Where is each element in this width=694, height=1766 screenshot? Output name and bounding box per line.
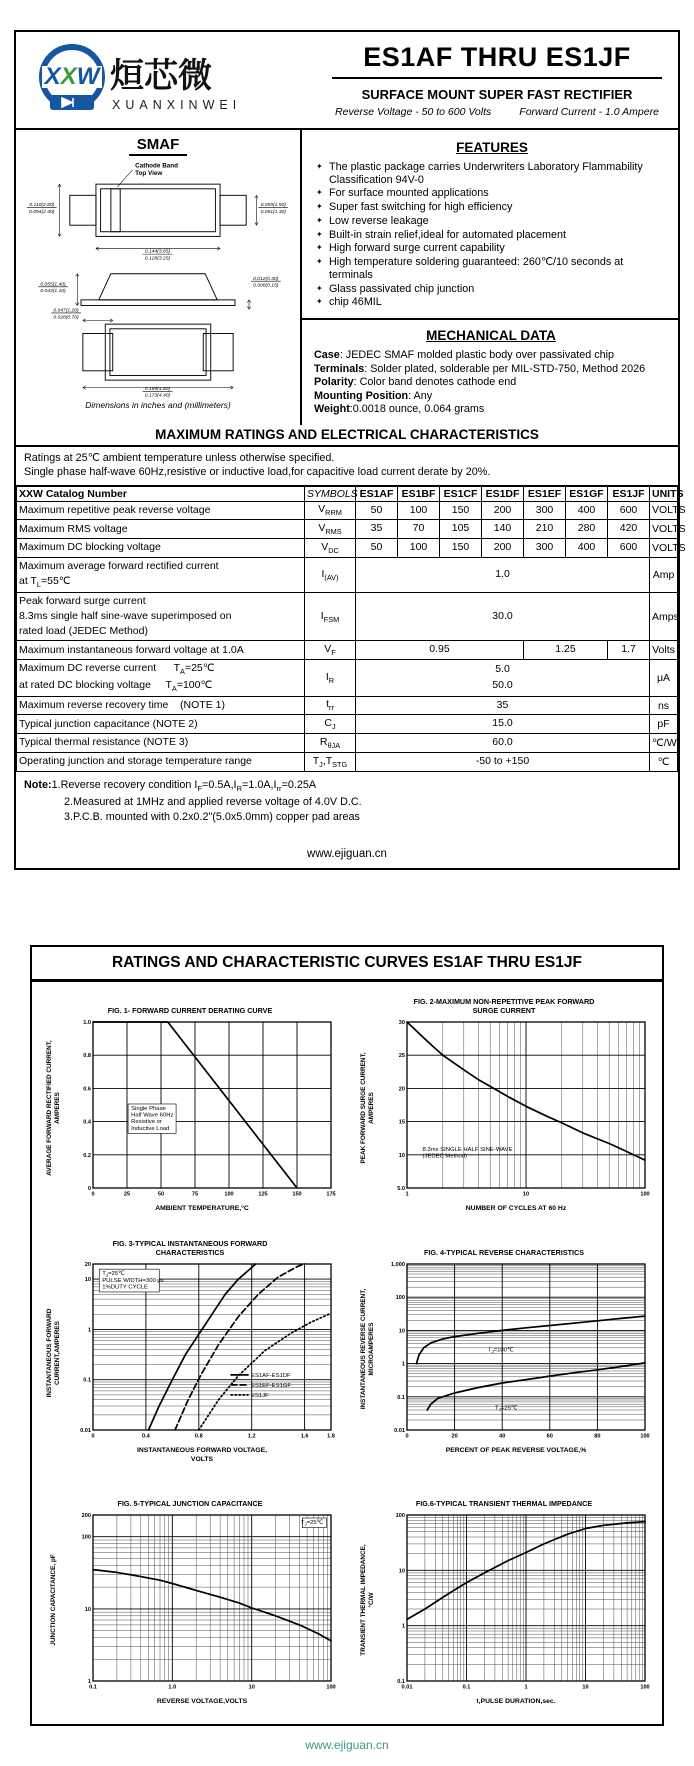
parameter-cell: Maximum instantaneous forward voltage at 1.0A (17, 641, 305, 660)
svg-text:1,000: 1,000 (391, 1261, 405, 1268)
svg-text:100: 100 (640, 1191, 650, 1198)
data-curve (417, 1316, 646, 1364)
svg-text:20: 20 (451, 1433, 458, 1440)
svg-text:10: 10 (522, 1191, 530, 1198)
figure-fig2 (350, 996, 658, 1214)
y-axis-label: AVERAGE FORWARD RECTIFIED CURRENT, AMPERES (46, 1039, 61, 1176)
value-cell: 1.0 (356, 557, 650, 592)
svg-text:Resistive or: Resistive or (131, 1119, 162, 1126)
value-cell: -50 to +150 (356, 752, 650, 771)
svg-text:200: 200 (81, 1512, 91, 1519)
table-row (17, 696, 678, 715)
data-curve (149, 1264, 256, 1430)
data-curve (427, 1363, 645, 1410)
unit-cell: μA (650, 660, 678, 696)
parameter-cell: Maximum average forward rectified current at $T_L=55℃$ (17, 557, 305, 592)
mechanical-data-section (302, 320, 678, 424)
package-outline-drawing (20, 158, 296, 399)
svg-text:1.8: 1.8 (327, 1433, 335, 1440)
svg-text:10: 10 (582, 1684, 589, 1691)
column-header: ES1EF (524, 486, 566, 501)
svg-text:125: 125 (258, 1191, 268, 1198)
title-block (316, 32, 678, 128)
feature-item: ✦ For surface mounted applications (316, 187, 489, 200)
svg-text:5.0: 5.0 (397, 1186, 405, 1193)
x-axis-label: INSTANTANEOUS FORWARD VOLTAGE, VOLTS (136, 1446, 268, 1463)
x-axis-label: t,PULSE DURATION,sec. (476, 1697, 556, 1705)
x-axis-label: NUMBER OF CYCLES AT 60 Hz (465, 1205, 567, 1213)
table-row (17, 660, 678, 696)
svg-text:0.094(2.40): 0.094(2.40) (29, 209, 55, 215)
note-line: 3.P.C.B. mounted with 0.2x0.2"(5.0x5.0mm) copper pad areas (64, 811, 360, 824)
column-header: SYMBOLS (305, 486, 356, 501)
svg-text:0: 0 (405, 1433, 409, 1440)
dimensions-note: Dimensions in inches and (millimeters) (85, 400, 231, 410)
svg-text:ES1JF: ES1JF (251, 1392, 269, 1399)
features-list (316, 161, 668, 309)
svg-text:0.128(3.25): 0.128(3.25) (144, 256, 171, 262)
value-cell: 300 (524, 501, 566, 520)
y-axis-label: TRANSIENT THERMAL IMPEDANCE, °C/W (360, 1544, 375, 1656)
features-title: FEATURES (456, 140, 528, 155)
value-cell: 210 (524, 520, 566, 539)
svg-text:ES1AF-ES1DF: ES1AF-ES1DF (251, 1372, 291, 1379)
svg-text:TJ=25℃: $T_J=25℃$ (300, 1519, 324, 1527)
bullet-icon: ✦ (316, 243, 323, 253)
svg-text:20: 20 (398, 1086, 405, 1093)
feature-item: ✦ Glass passivated chip junction (316, 282, 475, 295)
svg-text:0.006(0.15): 0.006(0.15) (253, 283, 279, 289)
company-logo (16, 32, 316, 128)
title-underline (332, 77, 662, 79)
bullet-icon: ✦ (316, 283, 323, 293)
note-line: Note:1.Reverse recovery condition $I_F=0.5A,I_R=1.0A,I_{rr}=0.25A$ (24, 778, 317, 793)
unit-cell: pF (650, 715, 678, 734)
svg-text:40: 40 (499, 1433, 506, 1440)
value-cell: 105 (440, 520, 482, 539)
column-header: ES1GF (566, 486, 608, 501)
svg-text:0.055(1.40): 0.055(1.40) (40, 282, 66, 288)
parameter-cell: Operating junction and storage temperature range (17, 752, 305, 771)
mechanical-data-list (314, 349, 668, 416)
mechanical-item: Polarity: Color band denotes cathode end (314, 376, 517, 389)
website-link[interactable]: www.ejiguan.cn (307, 848, 387, 861)
unit-cell: ns (650, 696, 678, 715)
svg-text:10: 10 (248, 1684, 255, 1691)
svg-text:25: 25 (398, 1053, 405, 1060)
svg-text:1: 1 (401, 1623, 405, 1630)
column-header: UNITS (650, 486, 678, 501)
svg-text:0.1: 0.1 (89, 1684, 97, 1691)
value-cell: 30.0 (356, 592, 650, 641)
svg-text:1%DUTY CYCLE: 1%DUTY CYCLE (102, 1284, 148, 1291)
table-row (17, 539, 678, 558)
column-header: ES1BF (398, 486, 440, 501)
unit-cell: ℃/W (650, 734, 678, 753)
svg-text:1.0: 1.0 (83, 1020, 91, 1027)
unit-cell: VOLTS (650, 501, 678, 520)
value-cell: 100 (398, 501, 440, 520)
svg-text:10: 10 (84, 1276, 91, 1283)
svg-text:0.1: 0.1 (83, 1377, 91, 1384)
symbol-cell: $V_{RRM}$ (305, 501, 356, 520)
x-axis-label: PERCENT OF PEAK REVERSE VOLTAGE,% (445, 1446, 587, 1454)
bullet-icon: ✦ (316, 188, 323, 198)
svg-text:150: 150 (292, 1191, 302, 1198)
symbol-cell: $R_{\theta JA}$ (305, 734, 356, 753)
characteristic-figures-grid (32, 982, 662, 1724)
figure-title: FIG. 1- FORWARD CURRENT DERATING CURVE (107, 1006, 273, 1016)
svg-text:0.8: 0.8 (194, 1433, 203, 1440)
svg-text:100: 100 (640, 1433, 650, 1440)
feature-item: ✦ Low reverse leakage (316, 214, 429, 227)
svg-text:Single Phase: Single Phase (131, 1106, 166, 1113)
feature-item: ✦ High forward surge current capability (316, 242, 505, 255)
unit-cell: VOLTS (650, 520, 678, 539)
ratings-table (16, 486, 686, 772)
svg-text:1.2: 1.2 (247, 1433, 256, 1440)
svg-text:175: 175 (326, 1191, 336, 1198)
unit-cell: Volts (650, 641, 678, 660)
mechanical-item: Weight:0.0018 ounce, 0.064 grams (314, 403, 485, 416)
svg-text:Inductive Load: Inductive Load (131, 1125, 170, 1132)
page-one-frame (14, 30, 686, 870)
value-cell: 300 (524, 539, 566, 558)
datasheet-page (0, 30, 694, 1762)
chart-svg (66, 1510, 338, 1696)
bullet-icon: ✦ (316, 257, 323, 267)
chart-svg (380, 1259, 652, 1445)
symbol-cell: $I_{(AV)}$ (305, 557, 356, 592)
svg-text:TJ=100℃: $T_J=100℃$ (487, 1347, 514, 1355)
data-curve (175, 1264, 305, 1430)
table-row (17, 557, 678, 592)
value-cell: 200 (482, 501, 524, 520)
svg-text:0.043(1.10): 0.043(1.10) (40, 289, 66, 295)
figure-fig5 (36, 1489, 344, 1707)
svg-text:0: 0 (91, 1433, 95, 1440)
svg-text:1: 1 (87, 1678, 91, 1685)
svg-text:0.110(2.80): 0.110(2.80) (29, 203, 55, 209)
symbol-cell: $I_R$ (305, 660, 356, 696)
svg-text:Half Wave 60Hz: Half Wave 60Hz (131, 1112, 174, 1119)
svg-text:75: 75 (191, 1191, 199, 1198)
y-axis-label: INSTANTANEOUS REVERSE CURRENT, MICROAMPERES (360, 1289, 375, 1410)
svg-text:0.051(1.30): 0.051(1.30) (260, 209, 286, 215)
unit-cell: Amp (650, 557, 678, 592)
svg-text:0.173(4.40): 0.173(4.40) (144, 393, 171, 399)
svg-text:(JEDEC Method): (JEDEC Method) (422, 1153, 468, 1160)
svg-text:TJ=25℃: $T_J=25℃$ (102, 1271, 125, 1278)
svg-text:0.4: 0.4 (83, 1119, 91, 1126)
svg-text:0.8: 0.8 (83, 1053, 91, 1060)
ratings-tagline: Reverse Voltage - 50 to 600 Volts Forward Current - 1.0 Ampere (335, 106, 659, 118)
value-cell: 420 (608, 520, 650, 539)
svg-text:100: 100 (395, 1512, 405, 1519)
svg-text:0.6: 0.6 (83, 1086, 91, 1093)
chart-svg (66, 1259, 338, 1445)
svg-text:10: 10 (398, 1328, 405, 1335)
figure-fig4 (350, 1238, 658, 1465)
parameter-cell: Typical thermal resistance (NOTE 3) (17, 734, 305, 753)
svg-text:100: 100 (640, 1684, 650, 1691)
column-header: XXW Catalog Number (17, 486, 305, 501)
svg-text:0.059(1.50): 0.059(1.50) (260, 203, 286, 209)
logo-mark-text: XXW (44, 63, 100, 90)
svg-text:0.01: 0.01 (401, 1684, 413, 1691)
chart-svg (380, 1017, 652, 1203)
svg-text:100: 100 (224, 1191, 234, 1198)
svg-text:15: 15 (398, 1119, 405, 1126)
package-name: SMAF (129, 136, 188, 156)
parameter-cell: Peak forward surge current 8.3ms single half sine-wave superimposed on rated load (JEDEC Method) (17, 592, 305, 641)
figure-title: FIG. 4-TYPICAL REVERSE CHARACTERISTICS (423, 1247, 584, 1257)
value-cell: 35 (356, 520, 398, 539)
value-cell: 140 (482, 520, 524, 539)
svg-text:0: 0 (87, 1186, 91, 1193)
value-cell: 1.25 (524, 641, 608, 660)
value-cell: 600 (608, 501, 650, 520)
svg-text:30: 30 (398, 1020, 405, 1027)
logo-graphic (34, 39, 302, 121)
value-cell: 70 (398, 520, 440, 539)
chart-svg (66, 1017, 338, 1203)
feature-item: ✦ The plastic package carries Underwriters Laboratory Flammability Classification 94V-0 (316, 161, 643, 186)
svg-text:ES1EF-ES1GF: ES1EF-ES1GF (251, 1382, 291, 1389)
website-link-bottom[interactable]: www.ejiguan.cn (305, 1738, 389, 1753)
value-cell: 50 (356, 501, 398, 520)
value-cell: 100 (398, 539, 440, 558)
svg-text:80: 80 (594, 1433, 601, 1440)
feature-item: ✦ chip 46MIL (316, 296, 382, 309)
figure-fig3 (36, 1238, 344, 1465)
symbol-cell: $T_J,T_{STG}$ (305, 752, 356, 771)
x-axis-label: REVERSE VOLTAGE,VOLTS (156, 1697, 248, 1705)
curves-banner: RATINGS AND CHARACTERISTIC CURVES ES1AF THRU ES1JF (32, 947, 662, 982)
chart-svg (380, 1510, 652, 1696)
features-mechanical-panel (302, 130, 678, 425)
body-columns (16, 130, 678, 425)
parameter-cell: Maximum reverse recovery time (NOTE 1) (17, 696, 305, 715)
svg-text:50: 50 (157, 1191, 165, 1198)
column-header: ES1JF (608, 486, 650, 501)
svg-text:0.1: 0.1 (397, 1394, 405, 1401)
value-cell: 35 (356, 696, 650, 715)
svg-text:1.6: 1.6 (300, 1433, 309, 1440)
value-cell: 150 (440, 501, 482, 520)
feature-item: ✦ Super fast switching for high efficiency (316, 201, 513, 214)
parameter-cell: Typical junction capacitance (NOTE 2) (17, 715, 305, 734)
figure-fig1 (36, 996, 344, 1214)
svg-text:1.0: 1.0 (168, 1684, 177, 1691)
table-row (17, 641, 678, 660)
feature-item: ✦ High temperature soldering guaranteed: 260℃/10 seconds at terminals (316, 256, 624, 281)
mechanical-data-title: MECHANICAL DATA (426, 328, 556, 344)
table-row (17, 752, 678, 771)
ratings-banner: MAXIMUM RATINGS AND ELECTRICAL CHARACTERISTICS (16, 425, 678, 447)
figure-title: FIG. 2-MAXIMUM NON-REPETITIVE PEAK FORWARD SURGE CURRENT (413, 997, 595, 1016)
svg-text:Top View: Top View (135, 169, 163, 177)
svg-text:10: 10 (84, 1606, 91, 1613)
svg-text:1: 1 (87, 1327, 91, 1334)
figure-fig6 (350, 1489, 658, 1707)
svg-text:25: 25 (123, 1191, 131, 1198)
mechanical-item: Terminals: Solder plated, solderable per MIL-STD-750, Method 2026 (314, 362, 646, 375)
logo-latin-text: XUANXINWEI (112, 98, 242, 112)
svg-text:0.012(0.30): 0.012(0.30) (253, 276, 279, 282)
data-curve (93, 1569, 331, 1640)
symbol-cell: $V_{RMS}$ (305, 520, 356, 539)
ratings-conditions: Ratings at 25℃ ambient temperature unless otherwise specified. Single phase half-wave 60Hz,resistive or inductive load,for capacitive load current derate by 20%. (16, 447, 678, 486)
svg-text:20: 20 (84, 1261, 91, 1268)
svg-text:0.1: 0.1 (397, 1678, 405, 1685)
features-section (302, 130, 678, 320)
svg-text:0: 0 (91, 1191, 95, 1198)
value-cell: 5.0 50.0 (356, 660, 650, 696)
mechanical-item: Case: JEDEC SMAF molded plastic body over passivated chip (314, 349, 615, 362)
symbol-cell: $V_F$ (305, 641, 356, 660)
svg-text:100: 100 (81, 1534, 91, 1541)
svg-text:0.2: 0.2 (83, 1152, 91, 1159)
svg-text:0.028(0.70): 0.028(0.70) (53, 315, 79, 321)
mechanical-item: Mounting Position: Any (314, 389, 433, 402)
svg-text:0.144(3.65): 0.144(3.65) (144, 249, 171, 255)
bullet-icon: ✦ (316, 162, 323, 171)
y-axis-label: PEAK FORWARD SURGE CURRENT, AMPERES (360, 1052, 375, 1164)
svg-text:100: 100 (326, 1684, 336, 1691)
bullet-icon: ✦ (316, 215, 323, 225)
header (16, 32, 678, 130)
svg-text:0.01: 0.01 (394, 1427, 405, 1434)
value-cell: 600 (608, 539, 650, 558)
unit-cell: Amps (650, 592, 678, 641)
part-number-title: ES1AF THRU ES1JF (363, 42, 631, 72)
value-cell: 60.0 (356, 734, 650, 753)
package-drawing-panel (16, 130, 302, 425)
feature-item: ✦ Built-in strain relief,ideal for automated placement (316, 228, 567, 241)
value-cell: 150 (440, 539, 482, 558)
figure-title: FIG. 5-TYPICAL JUNCTION CAPACITANCE (117, 1498, 263, 1508)
svg-text:0.4: 0.4 (142, 1433, 150, 1440)
note-line: 2.Measured at 1MHz and applied reverse voltage of 4.0V D.C. (64, 795, 362, 808)
table-header-row (17, 486, 678, 501)
value-cell: 50 (356, 539, 398, 558)
svg-text:0.01: 0.01 (80, 1427, 91, 1434)
table-row (17, 501, 678, 520)
y-axis-label: INSTANTANEOUS FORWARD CURRENT,AMPERES (46, 1309, 61, 1398)
svg-text:8.3ms SINGLE HALF SINE-WAVE: 8.3ms SINGLE HALF SINE-WAVE (422, 1146, 513, 1153)
bullet-icon: ✦ (316, 297, 323, 307)
column-header: ES1DF (482, 486, 524, 501)
column-header: ES1CF (440, 486, 482, 501)
table-row (17, 592, 678, 641)
svg-text:10: 10 (398, 1152, 405, 1159)
symbol-cell: $V_{DC}$ (305, 539, 356, 558)
svg-text:60: 60 (546, 1433, 553, 1440)
svg-text:1: 1 (401, 1361, 405, 1368)
x-axis-label: AMBIENT TEMPERATURE,°C (155, 1205, 249, 1213)
svg-text:100: 100 (395, 1295, 405, 1302)
figure-title: FIG. 3-TYPICAL INSTANTANEOUS FORWARD CHARACTERISTICS (112, 1238, 268, 1257)
svg-text:0.1: 0.1 (462, 1684, 471, 1691)
value-cell: 200 (482, 539, 524, 558)
value-cell: 400 (566, 501, 608, 520)
table-row (17, 715, 678, 734)
parameter-cell: Maximum DC blocking voltage (17, 539, 305, 558)
footnotes (16, 772, 678, 838)
bullet-icon: ✦ (316, 229, 323, 239)
svg-text:0.189(4.80): 0.189(4.80) (144, 386, 171, 392)
y-axis-label: JUNCTION CAPACITANCE, pF (50, 1554, 57, 1646)
table-row (17, 520, 678, 539)
value-cell: 400 (566, 539, 608, 558)
value-cell: 280 (566, 520, 608, 539)
column-header: ES1AF (356, 486, 398, 501)
figure-title: FIG.6-TYPICAL TRANSIENT THERMAL IMPEDANCE (415, 1498, 593, 1508)
svg-text:1: 1 (405, 1191, 409, 1198)
svg-text:Cathode Band: Cathode Band (135, 162, 179, 170)
value-cell: 1.7 (608, 641, 650, 660)
svg-text:PULSE WIDTH=300 μs: PULSE WIDTH=300 μs (102, 1277, 164, 1284)
svg-text:TJ=25℃: $T_J=25℃$ (495, 1405, 518, 1412)
unit-cell: ℃ (650, 752, 678, 771)
unit-cell: VOLTS (650, 539, 678, 558)
symbol-cell: $t_{rr}$ (305, 696, 356, 715)
table-row (17, 734, 678, 753)
data-curve (199, 1313, 331, 1430)
parameter-cell: Maximum repetitive peak reverse voltage (17, 501, 305, 520)
svg-text:0.047(1.20): 0.047(1.20) (53, 308, 79, 314)
value-cell: 0.95 (356, 641, 524, 660)
bullet-icon: ✦ (316, 202, 323, 212)
svg-text:1: 1 (524, 1684, 528, 1691)
parameter-cell: Maximum RMS voltage (17, 520, 305, 539)
device-type-subtitle: SURFACE MOUNT SUPER FAST RECTIFIER (361, 87, 633, 102)
svg-text:10: 10 (398, 1567, 405, 1574)
symbol-cell: $I_{FSM}$ (305, 592, 356, 641)
page-two-frame (30, 945, 664, 1726)
value-cell: 15.0 (356, 715, 650, 734)
parameter-cell: Maximum DC reverse current $T_A=25℃$ at rated DC blocking voltage $T_A=100℃$ (17, 660, 305, 696)
logo-chinese-text: 烜芯微 (110, 57, 212, 95)
symbol-cell: $C_J$ (305, 715, 356, 734)
